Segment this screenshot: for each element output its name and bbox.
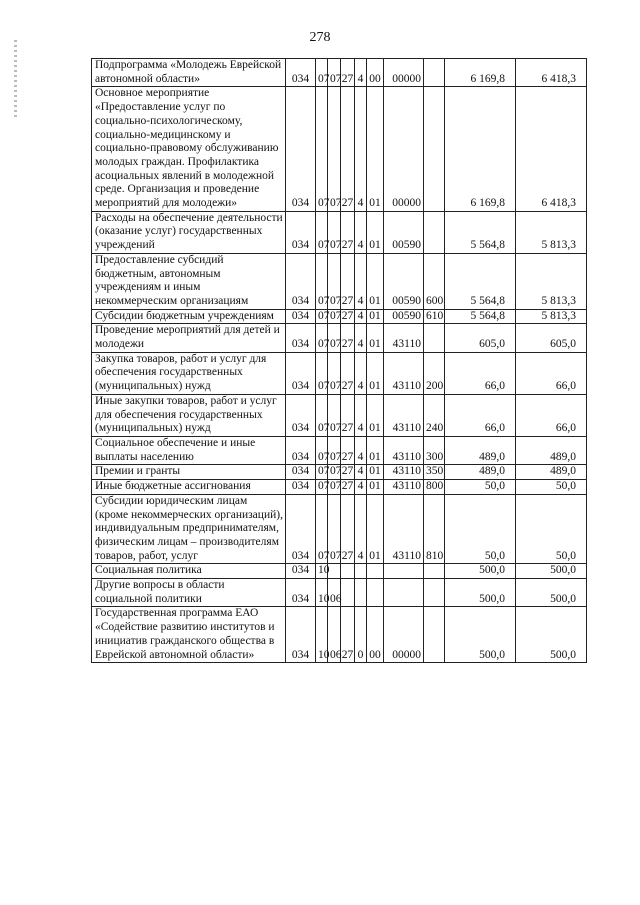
budget-rows	[92, 59, 587, 663]
expense-code-cell: 43110	[384, 324, 424, 352]
amount-year2-cell: 6 418,3	[516, 87, 587, 211]
amount-year1-cell: 500,0	[445, 564, 516, 579]
table-row	[92, 607, 587, 663]
article-code-cell: 00	[367, 607, 384, 663]
subsection-code-cell: 07	[328, 59, 341, 87]
amount-year2-cell: 5 813,3	[516, 253, 587, 309]
department-code-cell: 034	[286, 465, 316, 480]
program-code-cell: 27	[341, 436, 355, 464]
amount-year1-cell: 500,0	[445, 579, 516, 607]
department-code-cell: 034	[286, 324, 316, 352]
expense-type-cell	[424, 607, 445, 663]
department-code-cell: 034	[286, 309, 316, 324]
expense-code-cell	[384, 579, 424, 607]
department-code-cell: 034	[286, 480, 316, 495]
expense-code-cell: 43110	[384, 394, 424, 436]
program-code-cell: 27	[341, 324, 355, 352]
table-row	[92, 564, 587, 579]
amount-year1-cell: 489,0	[445, 436, 516, 464]
expense-code-cell: 00000	[384, 59, 424, 87]
row-name-cell: Премии и гранты	[92, 465, 286, 480]
expense-type-cell	[424, 579, 445, 607]
amount-year1-cell: 5 564,8	[445, 309, 516, 324]
row-name-cell: Субсидии бюджетным учреждениям	[92, 309, 286, 324]
amount-year1-cell: 5 564,8	[445, 211, 516, 253]
expense-code-cell: 43110	[384, 436, 424, 464]
amount-year2-cell: 50,0	[516, 480, 587, 495]
expense-code-cell: 43110	[384, 494, 424, 564]
table-row	[92, 253, 587, 309]
row-name-cell: Субсидии юридическим лицам (кроме некоммерческих организаций), индивидуальным предпринимателям, физическим лицам – производителям товаров, работ, услуг	[92, 494, 286, 564]
section-code-cell: 10	[316, 579, 328, 607]
article-code-cell: 01	[367, 494, 384, 564]
amount-year2-cell: 5 813,3	[516, 211, 587, 253]
department-code-cell: 034	[286, 87, 316, 211]
article-code-cell	[367, 564, 384, 579]
section-code-cell: 07	[316, 436, 328, 464]
amount-year1-cell: 6 169,8	[445, 59, 516, 87]
article-code-cell: 01	[367, 436, 384, 464]
expense-code-cell: 43110	[384, 480, 424, 495]
subsection-code-cell: 07	[328, 309, 341, 324]
table-row	[92, 59, 587, 87]
subsection-code-cell: 06	[328, 607, 341, 663]
subprogram-code-cell: 4	[355, 59, 367, 87]
subprogram-code-cell: 4	[355, 352, 367, 394]
subsection-code-cell: 07	[328, 324, 341, 352]
program-code-cell	[341, 564, 355, 579]
subsection-code-cell: 07	[328, 436, 341, 464]
section-code-cell: 07	[316, 309, 328, 324]
article-code-cell: 01	[367, 253, 384, 309]
table-row	[92, 579, 587, 607]
subsection-code-cell: 07	[328, 211, 341, 253]
table-row	[92, 465, 587, 480]
amount-year1-cell: 66,0	[445, 352, 516, 394]
subsection-code-cell: 07	[328, 352, 341, 394]
expense-type-cell: 350	[424, 465, 445, 480]
expense-type-cell: 600	[424, 253, 445, 309]
program-code-cell: 27	[341, 465, 355, 480]
amount-year2-cell: 500,0	[516, 564, 587, 579]
expense-code-cell: 43110	[384, 465, 424, 480]
program-code-cell: 27	[341, 352, 355, 394]
subsection-code-cell: 07	[328, 465, 341, 480]
article-code-cell: 01	[367, 309, 384, 324]
section-code-cell: 07	[316, 494, 328, 564]
program-code-cell: 27	[341, 87, 355, 211]
row-name-cell: Другие вопросы в области социальной политики	[92, 579, 286, 607]
amount-year1-cell: 5 564,8	[445, 253, 516, 309]
subprogram-code-cell: 4	[355, 211, 367, 253]
article-code-cell	[367, 579, 384, 607]
table-row	[92, 394, 587, 436]
program-code-cell: 27	[341, 394, 355, 436]
table-row	[92, 494, 587, 564]
amount-year2-cell: 50,0	[516, 494, 587, 564]
section-code-cell: 07	[316, 352, 328, 394]
article-code-cell: 01	[367, 465, 384, 480]
row-name-cell: Основное мероприятие «Предоставление услуг по социально-психологическому, социально-медицинскому и социально-правовому обслуживанию молодых граждан. Профилактика асоциальных явлений в молодежной среде. Организация и проведение мероприятий для молодежи»	[92, 87, 286, 211]
table-row	[92, 436, 587, 464]
section-code-cell: 07	[316, 394, 328, 436]
amount-year2-cell: 6 418,3	[516, 59, 587, 87]
row-name-cell: Социальная политика	[92, 564, 286, 579]
expense-code-cell: 00000	[384, 607, 424, 663]
subprogram-code-cell: 4	[355, 480, 367, 495]
amount-year2-cell: 500,0	[516, 579, 587, 607]
section-code-cell: 10	[316, 607, 328, 663]
subsection-code-cell: 07	[328, 394, 341, 436]
table-row	[92, 211, 587, 253]
row-name-cell: Предоставление субсидий бюджетным, автономным учреждениям и иным некоммерческим организациям	[92, 253, 286, 309]
scan-artifact	[14, 40, 17, 120]
section-code-cell: 07	[316, 87, 328, 211]
department-code-cell: 034	[286, 211, 316, 253]
section-code-cell: 07	[316, 211, 328, 253]
article-code-cell: 01	[367, 394, 384, 436]
subprogram-code-cell: 4	[355, 494, 367, 564]
expense-type-cell	[424, 87, 445, 211]
subprogram-code-cell: 4	[355, 436, 367, 464]
program-code-cell: 27	[341, 309, 355, 324]
department-code-cell: 034	[286, 352, 316, 394]
subprogram-code-cell: 4	[355, 324, 367, 352]
expense-code-cell: 00590	[384, 211, 424, 253]
amount-year1-cell: 50,0	[445, 480, 516, 495]
section-code-cell: 07	[316, 253, 328, 309]
department-code-cell: 034	[286, 494, 316, 564]
article-code-cell: 00	[367, 59, 384, 87]
department-code-cell: 034	[286, 564, 316, 579]
section-code-cell: 10	[316, 564, 328, 579]
program-code-cell: 27	[341, 59, 355, 87]
article-code-cell: 01	[367, 87, 384, 211]
expense-type-cell	[424, 211, 445, 253]
section-code-cell: 07	[316, 324, 328, 352]
subprogram-code-cell: 4	[355, 253, 367, 309]
subprogram-code-cell: 4	[355, 394, 367, 436]
amount-year2-cell: 500,0	[516, 607, 587, 663]
expense-type-cell	[424, 324, 445, 352]
subprogram-code-cell	[355, 564, 367, 579]
budget-table	[91, 58, 587, 663]
row-name-cell: Расходы на обеспечение деятельности (оказание услуг) государственных учреждений	[92, 211, 286, 253]
article-code-cell: 01	[367, 324, 384, 352]
amount-year2-cell: 489,0	[516, 465, 587, 480]
amount-year1-cell: 605,0	[445, 324, 516, 352]
program-code-cell: 27	[341, 211, 355, 253]
article-code-cell: 01	[367, 211, 384, 253]
program-code-cell	[341, 579, 355, 607]
amount-year2-cell: 66,0	[516, 352, 587, 394]
row-name-cell: Проведение мероприятий для детей и молодежи	[92, 324, 286, 352]
subprogram-code-cell: 4	[355, 87, 367, 211]
table-row	[92, 309, 587, 324]
amount-year2-cell: 605,0	[516, 324, 587, 352]
subsection-code-cell: 07	[328, 87, 341, 211]
program-code-cell: 27	[341, 494, 355, 564]
section-code-cell: 07	[316, 465, 328, 480]
row-name-cell: Иные бюджетные ассигнования	[92, 480, 286, 495]
subsection-code-cell: 07	[328, 494, 341, 564]
row-name-cell: Государственная программа ЕАО «Содействие развитию институтов и инициатив гражданского общества в Еврейской автономной области»	[92, 607, 286, 663]
program-code-cell: 27	[341, 253, 355, 309]
subprogram-code-cell	[355, 579, 367, 607]
amount-year1-cell: 489,0	[445, 465, 516, 480]
department-code-cell: 034	[286, 253, 316, 309]
subprogram-code-cell: 4	[355, 465, 367, 480]
row-name-cell: Закупка товаров, работ и услуг для обеспечения государственных (муниципальных) нужд	[92, 352, 286, 394]
page-number: 278	[309, 30, 331, 45]
subsection-code-cell: 06	[328, 579, 341, 607]
expense-code-cell: 43110	[384, 352, 424, 394]
row-name-cell: Иные закупки товаров, работ и услуг для обеспечения государственных (муниципальных) нужд	[92, 394, 286, 436]
subprogram-code-cell: 0	[355, 607, 367, 663]
department-code-cell: 034	[286, 436, 316, 464]
program-code-cell: 27	[341, 480, 355, 495]
section-code-cell: 07	[316, 480, 328, 495]
department-code-cell: 034	[286, 579, 316, 607]
department-code-cell: 034	[286, 607, 316, 663]
table-row	[92, 324, 587, 352]
table-row	[92, 352, 587, 394]
amount-year1-cell: 6 169,8	[445, 87, 516, 211]
department-code-cell: 034	[286, 394, 316, 436]
subsection-code-cell: 07	[328, 253, 341, 309]
amount-year1-cell: 50,0	[445, 494, 516, 564]
table-row	[92, 480, 587, 495]
expense-type-cell: 810	[424, 494, 445, 564]
amount-year2-cell: 489,0	[516, 436, 587, 464]
article-code-cell: 01	[367, 480, 384, 495]
article-code-cell: 01	[367, 352, 384, 394]
subsection-code-cell: 07	[328, 480, 341, 495]
expense-code-cell: 00000	[384, 87, 424, 211]
expense-type-cell: 300	[424, 436, 445, 464]
expense-code-cell: 00590	[384, 309, 424, 324]
amount-year1-cell: 500,0	[445, 607, 516, 663]
section-code-cell: 07	[316, 59, 328, 87]
table-row	[92, 87, 587, 211]
subprogram-code-cell: 4	[355, 309, 367, 324]
expense-code-cell: 00590	[384, 253, 424, 309]
row-name-cell: Социальное обеспечение и иные выплаты населению	[92, 436, 286, 464]
amount-year1-cell: 66,0	[445, 394, 516, 436]
expense-type-cell	[424, 564, 445, 579]
expense-type-cell: 200	[424, 352, 445, 394]
expense-type-cell	[424, 59, 445, 87]
amount-year2-cell: 5 813,3	[516, 309, 587, 324]
department-code-cell: 034	[286, 59, 316, 87]
expense-code-cell	[384, 564, 424, 579]
amount-year2-cell: 66,0	[516, 394, 587, 436]
expense-type-cell: 610	[424, 309, 445, 324]
program-code-cell: 27	[341, 607, 355, 663]
row-name-cell: Подпрограмма «Молодежь Еврейской автономной области»	[92, 59, 286, 87]
expense-type-cell: 800	[424, 480, 445, 495]
expense-type-cell: 240	[424, 394, 445, 436]
